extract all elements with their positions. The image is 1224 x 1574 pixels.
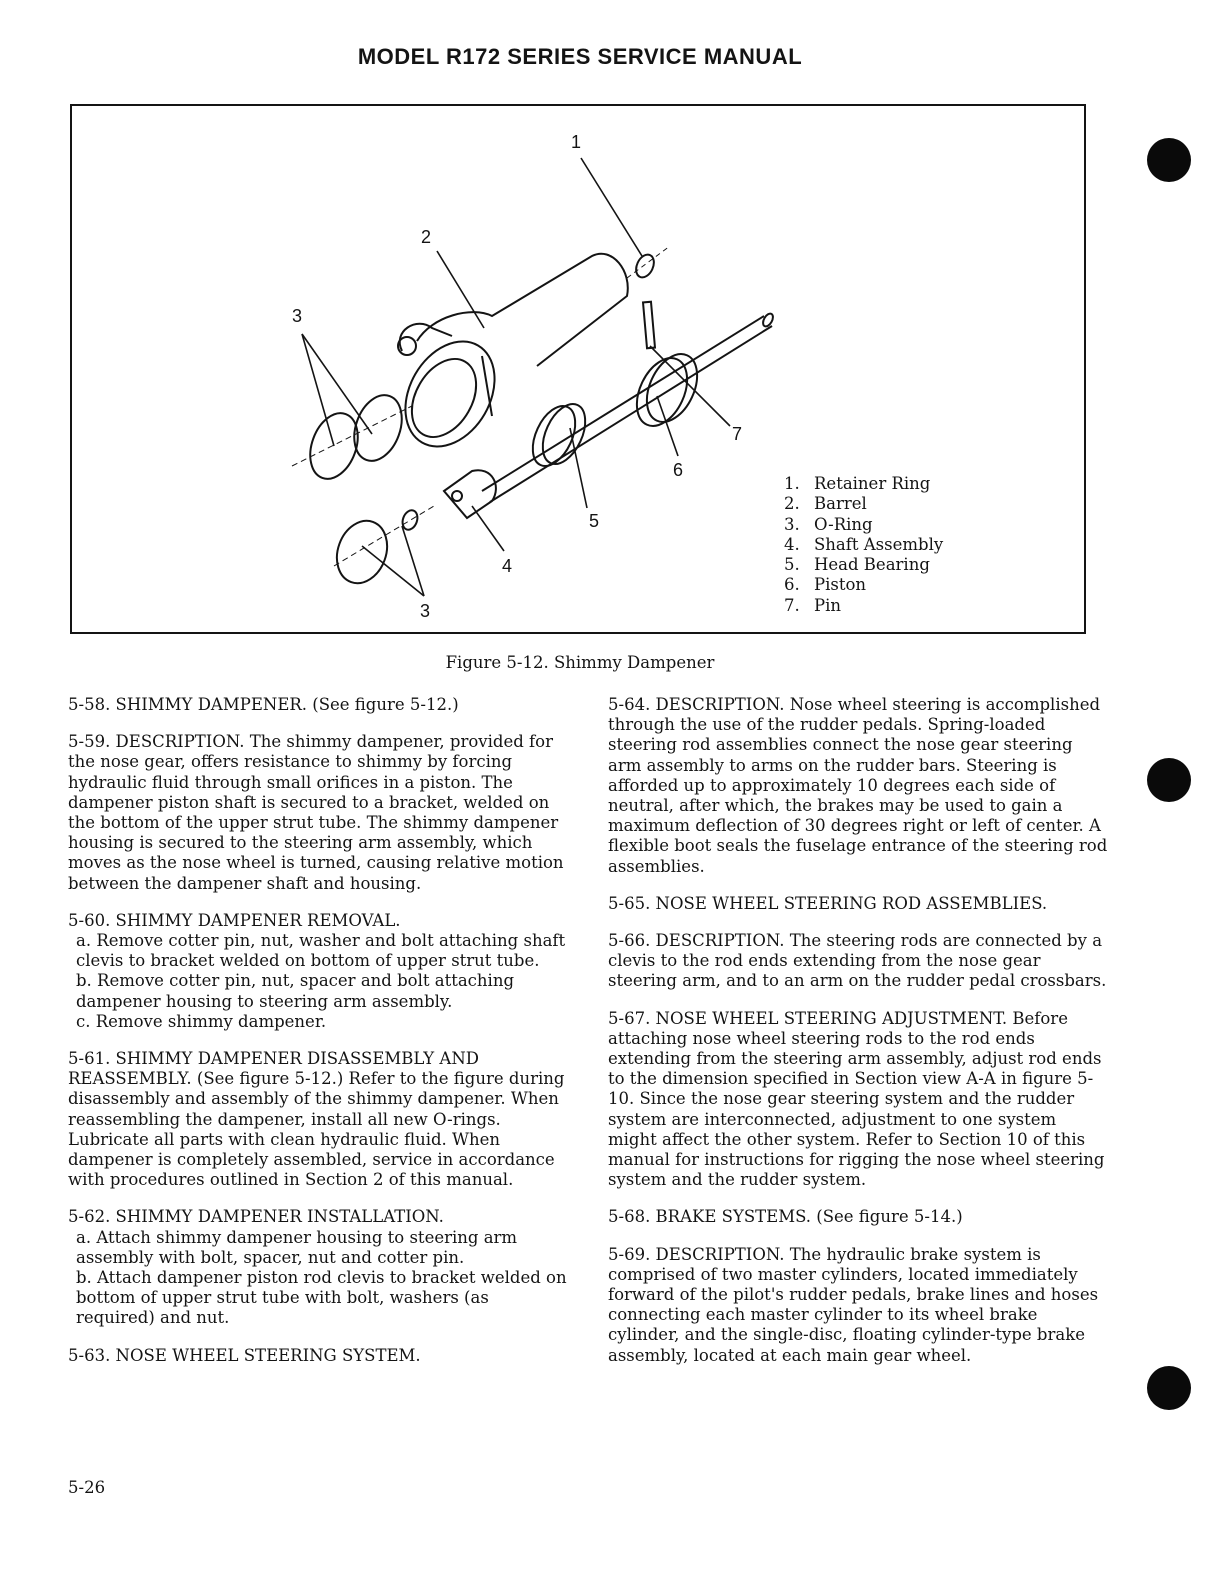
callout-3-top: 1 [571, 132, 582, 152]
legend-item: 1. Retainer Ring [784, 474, 931, 493]
section-5-60-title: 5-60. SHIMMY DAMPENER REMOVAL. [68, 910, 401, 930]
legend-item: 7. Pin [784, 595, 842, 615]
right-column [608, 695, 1108, 1383]
page-number: 5-26 [68, 1478, 106, 1497]
binder-hole-middle [1147, 758, 1191, 802]
callout-6: 6 [673, 460, 684, 480]
page-title: MODEL R172 SERIES SERVICE MANUAL [357, 44, 803, 69]
callout-2: 2 [421, 227, 432, 247]
legend-item: 2. Barrel [784, 494, 867, 514]
legend-item: 4. Shaft Assembly [784, 534, 944, 554]
section-5-62-title: 5-62. SHIMMY DAMPENER INSTALLATION. [68, 1207, 444, 1227]
figure-caption: Figure 5-12. Shimmy Dampener [445, 653, 715, 672]
step-5-60-a: a. Remove cotter pin, nut, washer and bolt attaching shaft clevis to bracket welded on bottom of upper strut tube. [76, 931, 566, 971]
section-5-59: 5-59. DESCRIPTION. The shimmy dampener, provided for the nose gear, offers resistance to shimmy by forcing hydraulic fluid through small orifices in a piston. The dampener piston shaft is secured to a bracket, welded on the bottom of the upper strut tube. The shimmy dampener housing is secured to the steering arm assembly, which moves as the nose wheel is turned, causing relative motion between the dampener shaft and housing. [68, 732, 564, 893]
step-5-60-c: c. Remove shimmy dampener. [76, 1011, 327, 1031]
legend-item: 5. Head Bearing [784, 555, 930, 575]
step-5-62-b: b. Attach dampener piston rod clevis to bracket welded on bottom of upper strut tube with bolt, washers (as required) and nut. [76, 1268, 567, 1328]
section-5-65: 5-65. NOSE WHEEL STEERING ROD ASSEMBLIES. [608, 893, 1048, 913]
callout-3-bottom: 3 [420, 601, 431, 621]
callout-5: 5 [589, 511, 600, 531]
section-5-61: 5-61. SHIMMY DAMPENER DISASSEMBLY AND REASSEMBLY. (See figure 5-12.) Refer to the figure during disassembly and assembly of the shimmy dampener. When reassembling the dampener, install all new O-rings. Lubricate all parts with clean hydraulic fluid. When dampener is completely assembled, service in accordance with procedures outlined in Section 2 of this manual. [68, 1049, 565, 1190]
left-column [68, 695, 568, 1383]
callout-1: 3 [292, 306, 303, 326]
section-5-69: 5-69. DESCRIPTION. The hydraulic brake system is comprised of two master cylinders, located immediately forward of the pilot's rudder pedals, brake lines and hoses connecting each master cylinder to its wheel brake cylinder, and the single-disc, floating cylinder-type brake assembly, located at each main gear wheel. [608, 1244, 1099, 1365]
figure-legend [784, 474, 943, 616]
figure-frame [70, 104, 1086, 634]
step-5-60-b: b. Remove cotter pin, nut, spacer and bolt attaching dampener housing to steering arm assembly. [76, 971, 515, 1011]
section-5-67: 5-67. NOSE WHEEL STEERING ADJUSTMENT. Before attaching nose wheel steering rods to the rod ends extending from the steering arm assembly, adjust rod ends to the dimension specified in Section view A-A in figure 5-10. Since the nose gear steering system and the rudder system are interconnected, adjustment to one system might affect the other system. Refer to Section 10 of this manual for instructions for rigging the nose wheel steering system and the rudder system. [608, 1008, 1105, 1190]
binder-hole-bottom [1147, 1366, 1191, 1410]
section-5-66: 5-66. DESCRIPTION. The steering rods are connected by a clevis to the rod ends extending from the nose gear steering arm, and to an arm on the rudder pedal crossbars. [608, 931, 1107, 991]
step-5-62-a: a. Attach shimmy dampener housing to steering arm assembly with bolt, spacer, nut and cotter pin. [76, 1227, 518, 1267]
callout-7: 7 [732, 424, 743, 444]
section-5-68: 5-68. BRAKE SYSTEMS. (See figure 5-14.) [608, 1207, 963, 1227]
section-5-58: 5-58. SHIMMY DAMPENER. (See figure 5-12.) [68, 695, 459, 714]
legend-item: 6. Piston [784, 575, 867, 595]
section-5-64: 5-64. DESCRIPTION. Nose wheel steering is accomplished through the use of the rudder pedals. Spring-loaded steering rod assemblies connect the nose gear steering arm assembly to arms on the rudder bars. Steering is afforded up to approximately 10 degrees each side of neutral, after which, the brakes may be used to gain a maximum deflection of 30 degrees right or left of center. A flexible boot seals the fuselage entrance of the steering rod assemblies. [608, 695, 1108, 876]
binder-hole-top [1147, 138, 1191, 182]
callout-4: 4 [502, 556, 513, 576]
section-5-63: 5-63. NOSE WHEEL STEERING SYSTEM. [68, 1345, 421, 1365]
legend-item: 3. O-Ring [784, 514, 873, 534]
